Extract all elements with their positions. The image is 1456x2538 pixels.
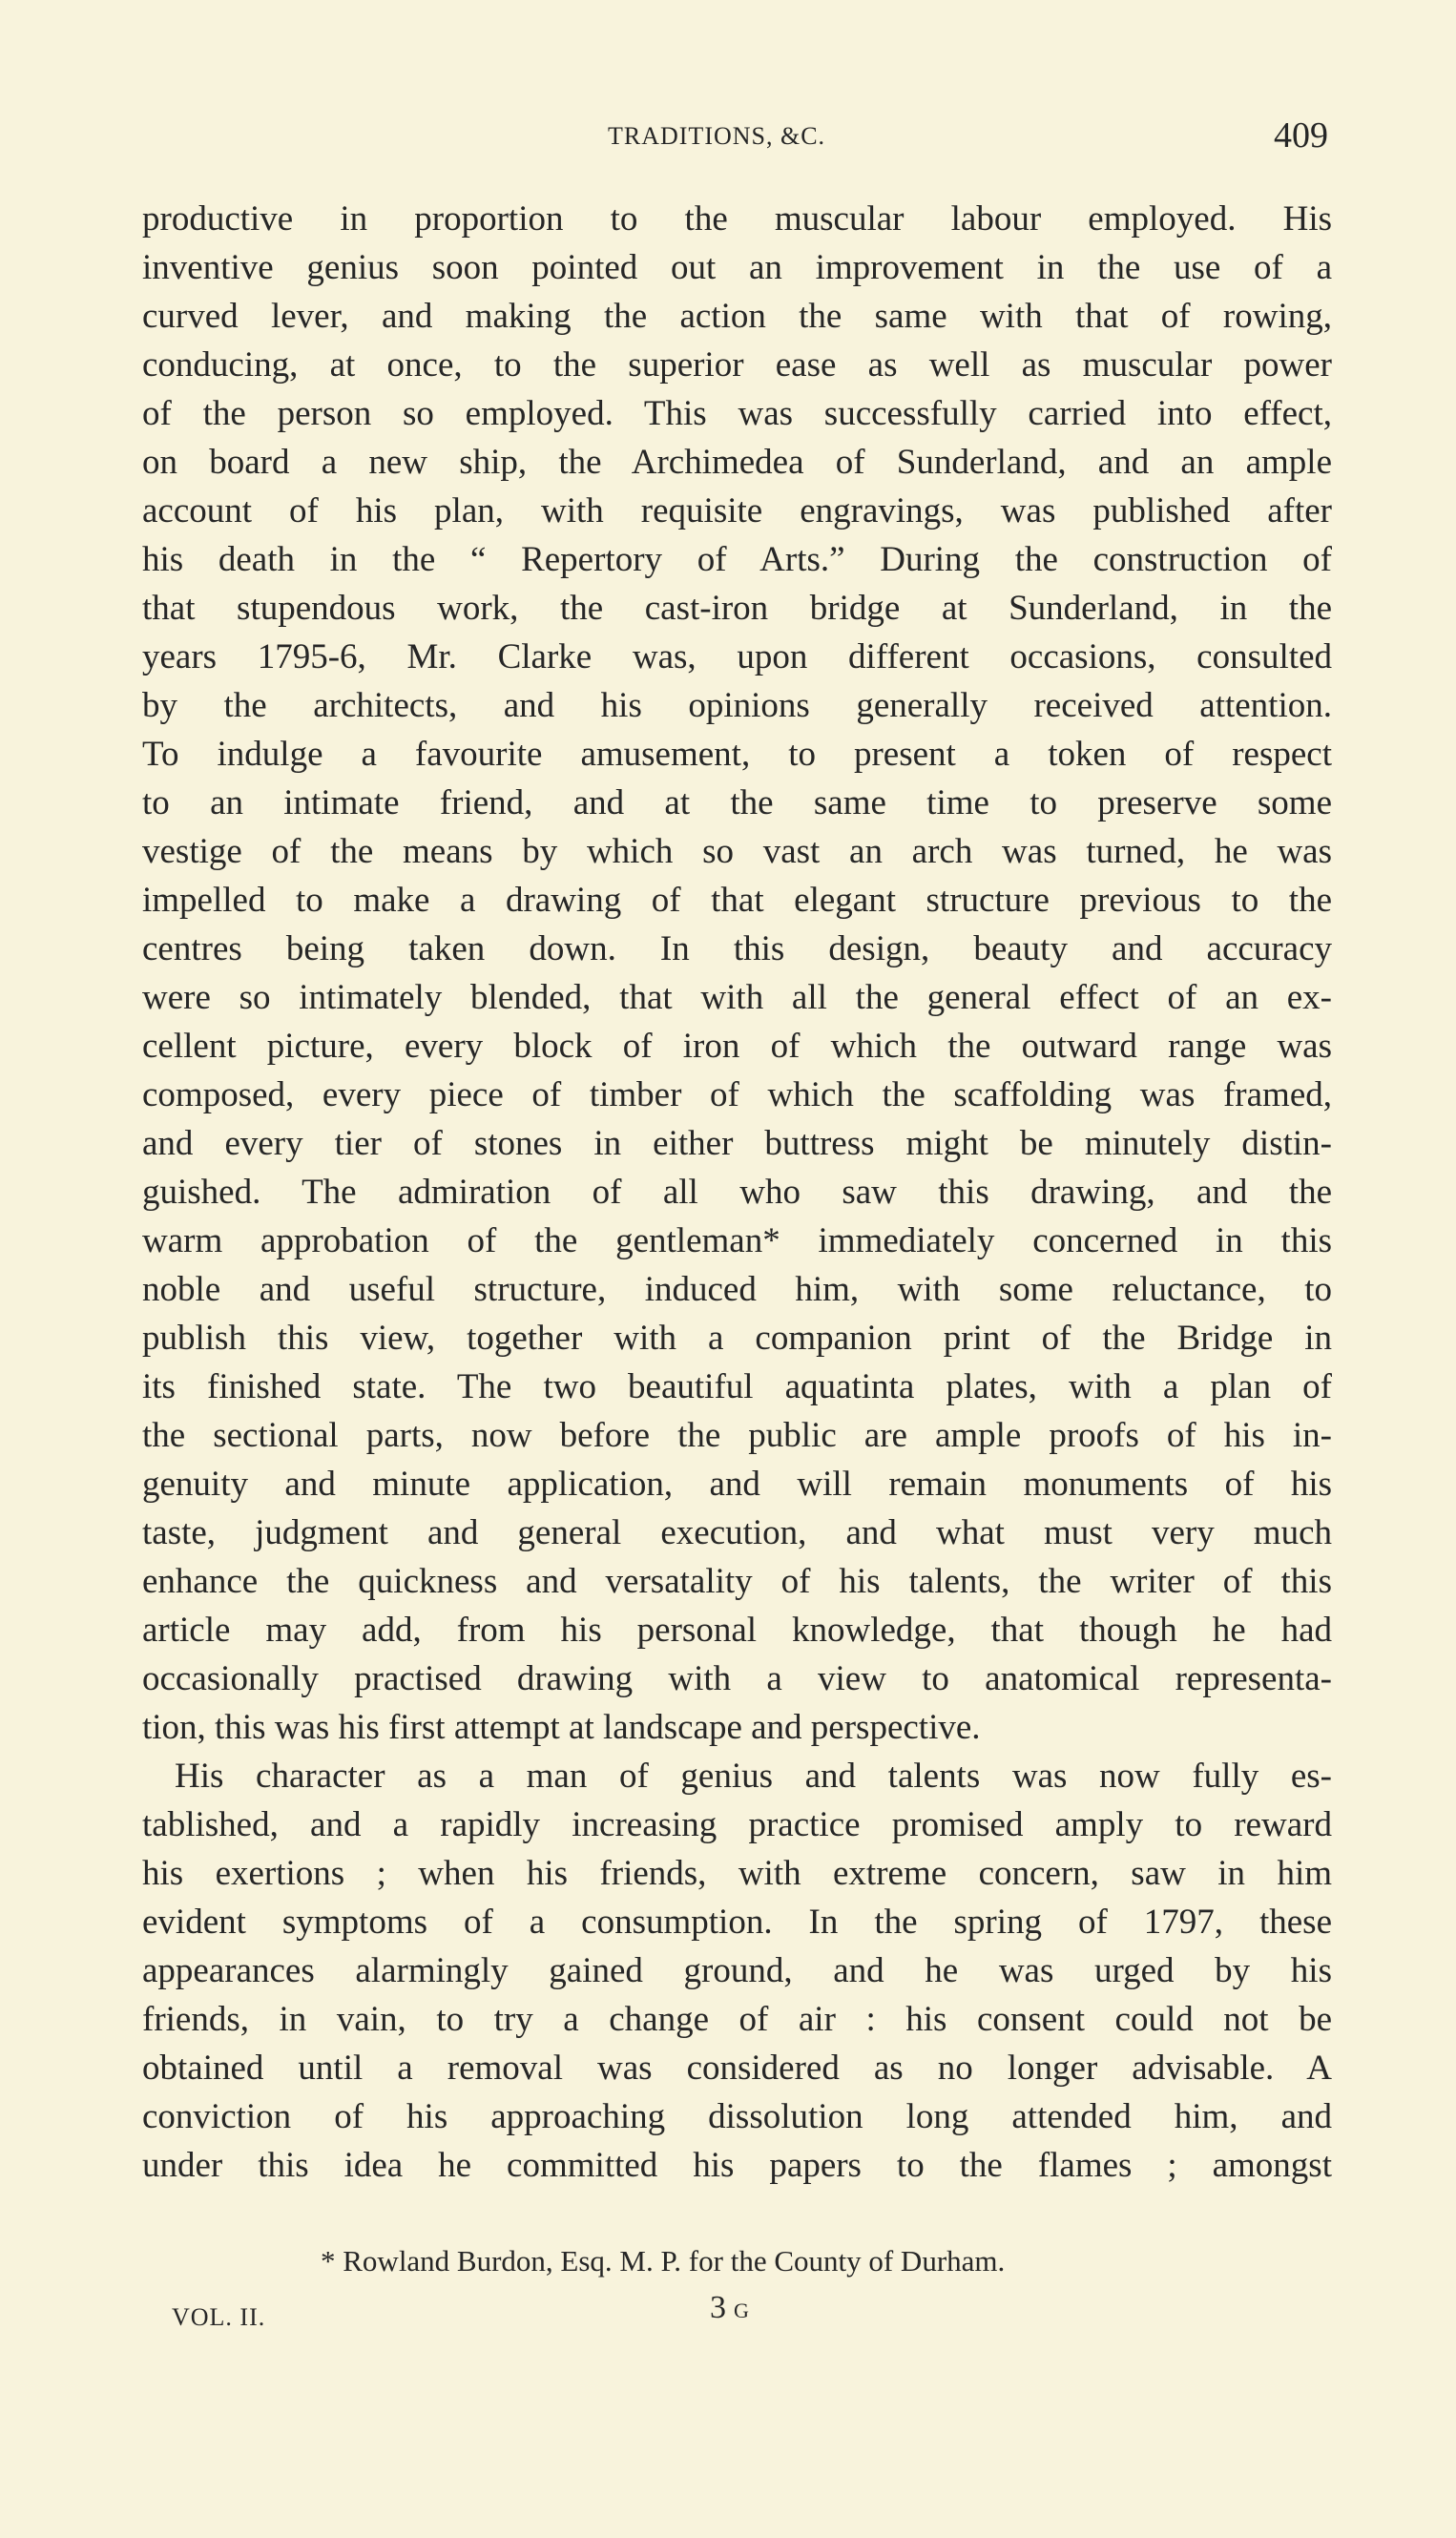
text-line: obtained until a removal was considered as no longer advisable. A — [142, 2049, 1332, 2088]
text-line: publish this view, together with a companion print of the Bridge in — [142, 1319, 1332, 1358]
text-line: his death in the “ Repertory of Arts.” During the construction of — [142, 540, 1332, 579]
text-line: friends, in vain, to try a change of air : his consent could not be — [142, 2000, 1332, 2039]
text-line: by the architects, and his opinions generally received attention. — [142, 686, 1332, 725]
text-line: article may add, from his personal knowledge, that though he had — [142, 1611, 1332, 1650]
text-line: warm approbation of the gentleman* immediately concerned in this — [142, 1221, 1332, 1260]
text-line: under this idea he committed his papers to the flames ; amongst — [142, 2146, 1332, 2185]
text-line: its finished state. The two beautiful aquatinta plates, with a plan of — [142, 1367, 1332, 1406]
text-line: evident symptoms of a consumption. In the spring of 1797, these — [142, 1903, 1332, 1942]
text-line: that stupendous work, the cast-iron bridge at Sunderland, in the — [142, 589, 1332, 628]
page-number: 409 — [1274, 115, 1328, 156]
text-line: account of his plan, with requisite engravings, was published after — [142, 491, 1332, 530]
text-line: conviction of his approaching dissolution long attended him, and — [142, 2097, 1332, 2136]
text-line: composed, every piece of timber of which the scaffolding was framed, — [142, 1075, 1332, 1114]
text-line: tion, this was his first attempt at landscape and perspective. — [142, 1708, 981, 1747]
text-line: taste, judgment and general execution, and what must very much — [142, 1513, 1332, 1552]
text-line: impelled to make a drawing of that elegant structure previous to the — [142, 881, 1332, 920]
text-line: his exertions ; when his friends, with extreme concern, saw in him — [142, 1854, 1332, 1893]
printer-signature — [710, 2290, 749, 2326]
text-line: centres being taken down. In this design, beauty and accuracy — [142, 929, 1332, 968]
text-line: His character as a man of genius and talents was now fully es- — [175, 1757, 1332, 1796]
text-line: To indulge a favourite amusement, to present a token of respect — [142, 735, 1332, 774]
volume-label: VOL. II. — [172, 2303, 266, 2331]
text-line: on board a new ship, the Archimedea of Sunderland, and an ample — [142, 443, 1332, 482]
footnote: * Rowland Burdon, Esq. M. P. for the County of Durham. — [321, 2244, 1006, 2278]
text-line: to an intimate friend, and at the same time to preserve some — [142, 783, 1332, 822]
text-line: inventive genius soon pointed out an improvement in the use of a — [142, 248, 1332, 287]
text-line: curved lever, and making the action the same with that of rowing, — [142, 297, 1332, 336]
text-line: appearances alarmingly gained ground, and he was urged by his — [142, 1951, 1332, 1990]
signature-letter: G — [734, 2299, 749, 2322]
text-line: noble and useful structure, induced him, with some reluctance, to — [142, 1270, 1332, 1309]
running-title: TRADITIONS, &C. — [608, 122, 826, 150]
signature-number: 3 — [710, 2290, 726, 2325]
text-line: of the person so employed. This was successfully carried into effect, — [142, 394, 1332, 433]
text-line: vestige of the means by which so vast an arch was turned, he was — [142, 832, 1332, 871]
text-line: the sectional parts, now before the public are ample proofs of his in- — [142, 1416, 1332, 1455]
text-line: productive in proportion to the muscular labour employed. His — [142, 199, 1332, 239]
text-line: were so intimately blended, that with all the general effect of an ex- — [142, 978, 1332, 1017]
text-line: genuity and minute application, and will remain monuments of his — [142, 1465, 1332, 1504]
text-line: occasionally practised drawing with a view to anatomical representa- — [142, 1659, 1332, 1698]
text-line: years 1795-6, Mr. Clarke was, upon different occasions, consulted — [142, 637, 1332, 676]
text-line: conducing, at once, to the superior ease as well as muscular power — [142, 345, 1332, 385]
text-line: enhance the quickness and versatality of his talents, the writer of this — [142, 1562, 1332, 1601]
body-text — [142, 195, 1332, 2190]
running-head — [0, 115, 1456, 164]
text-line: guished. The admiration of all who saw this drawing, and the — [142, 1173, 1332, 1212]
text-line: cellent picture, every block of iron of which the outward range was — [142, 1027, 1332, 1066]
text-line: tablished, and a rapidly increasing practice promised amply to reward — [142, 1805, 1332, 1844]
text-line: and every tier of stones in either buttress might be minutely distin- — [142, 1124, 1332, 1163]
